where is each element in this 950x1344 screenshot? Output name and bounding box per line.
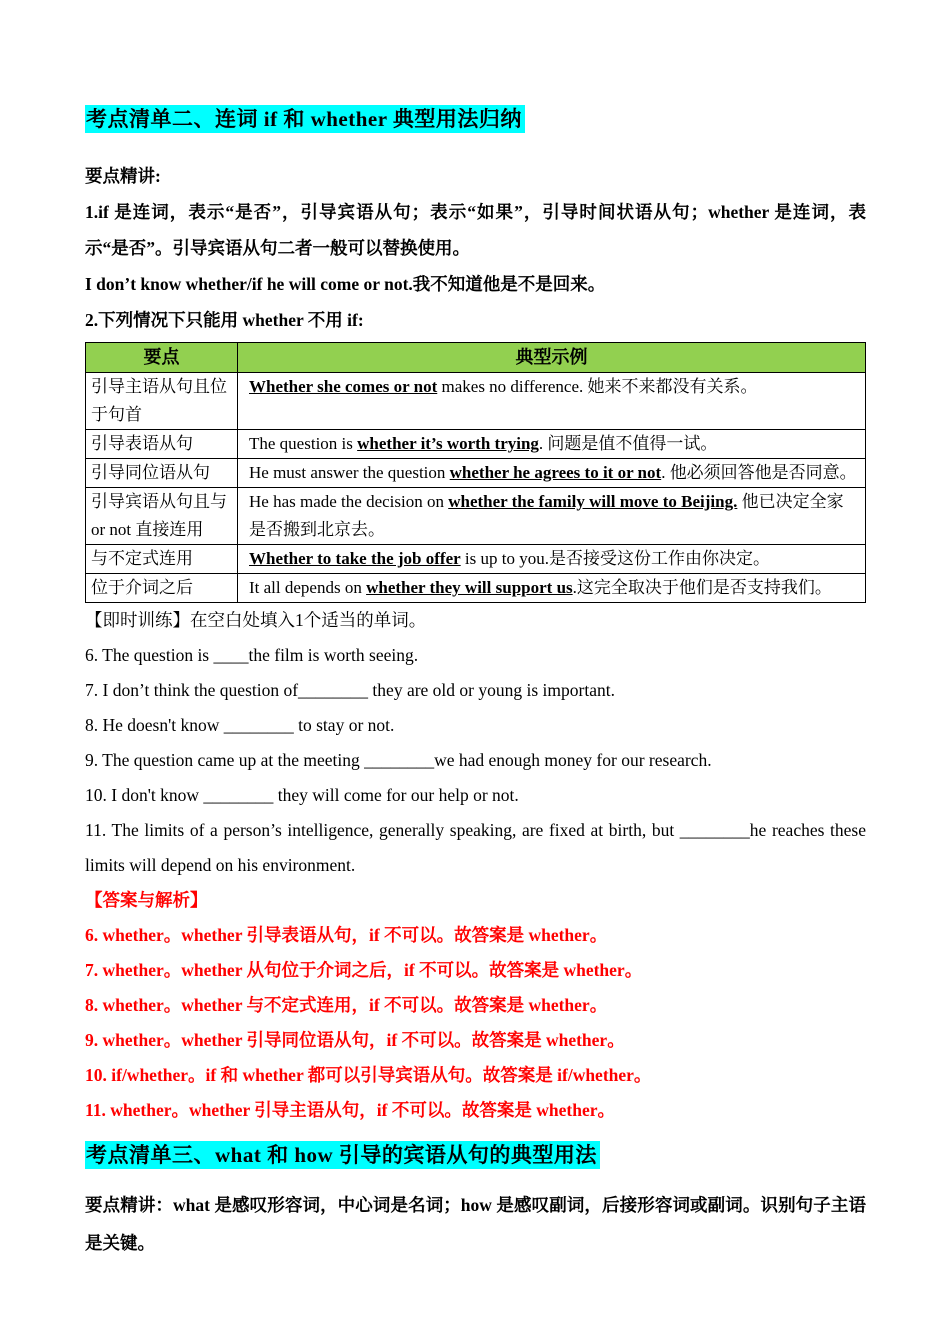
example-cell bbox=[238, 574, 866, 603]
answers-heading: 【答案与解析】 bbox=[85, 890, 208, 910]
example-rest: is up to you.是否接受这份工作由你决定。 bbox=[460, 549, 770, 568]
example-rest: makes no difference. 她来不来都没有关系。 bbox=[437, 377, 758, 396]
point-cell: 引导表语从句 bbox=[86, 430, 238, 459]
exercise-item: 8. He doesn't know ________ to stay or not. bbox=[85, 715, 395, 735]
rule1-example: I don’t know whether/if he will come or not.我不知道他是不是回来。 bbox=[85, 274, 606, 294]
table-header-row bbox=[86, 343, 866, 373]
point-cell: 位于介词之后 bbox=[86, 574, 238, 603]
example-cell bbox=[238, 430, 866, 459]
example-prefix: He must answer the question bbox=[249, 463, 450, 482]
example-rest: . 问题是值不值得一试。 bbox=[538, 434, 718, 453]
example-key-phrase: whether they will support us bbox=[366, 578, 573, 597]
example-rest: .这完全取决于他们是否支持我们。 bbox=[572, 578, 832, 597]
point-cell: 引导宾语从句且与 or not 直接连用 bbox=[86, 488, 238, 545]
training-label: 【即时训练】在空白处填入1个适当的单词。 bbox=[85, 610, 427, 630]
example-key-phrase: whether it’s worth trying bbox=[357, 434, 539, 453]
example-prefix: He has made the decision on bbox=[249, 492, 449, 511]
table-header-point: 要点 bbox=[86, 343, 238, 373]
section2-heading-highlight: 考点清单二、连词 if 和 whether 典型用法归纳 bbox=[85, 105, 525, 133]
point-cell: 与不定式连用 bbox=[86, 545, 238, 574]
example-cell bbox=[238, 373, 866, 430]
table-row bbox=[86, 373, 866, 430]
example-cell bbox=[238, 545, 866, 574]
example-prefix: It all depends on bbox=[249, 578, 367, 597]
example-prefix: The question is bbox=[249, 434, 358, 453]
exercise-item: 7. I don’t think the question of________ they are old or young is important. bbox=[85, 680, 615, 700]
example-cell bbox=[238, 488, 866, 545]
table-row bbox=[86, 574, 866, 603]
exercise-item: 9. The question came up at the meeting ________we had enough money for our research. bbox=[85, 750, 712, 770]
answer-item: 10. if/whether。if 和 whether 都可以引导宾语从句。故答案是 if/whether。 bbox=[85, 1065, 652, 1085]
answer-item: 9. whether。whether 引导同位语从句，if 不可以。故答案是 whether。 bbox=[85, 1030, 625, 1050]
answer-item: 7. whether。whether 从句位于介词之后，if 不可以。故答案是 whether。 bbox=[85, 960, 643, 980]
whether-usage-table bbox=[85, 342, 866, 603]
example-rest: . 他必须回答他是否同意。 bbox=[661, 463, 857, 482]
table-row bbox=[86, 459, 866, 488]
answer-item: 8. whether。whether 与不定式连用，if 不可以。故答案是 whether。 bbox=[85, 995, 608, 1015]
table-row bbox=[86, 430, 866, 459]
example-key-phrase: whether the family will move to Beijing. bbox=[448, 492, 738, 511]
exercise-item: 10. I don't know ________ they will come for our help or not. bbox=[85, 785, 519, 805]
rule1-paragraph: 1.if 是连词，表示“是否”，引导宾语从句；表示“如果”，引导时间状语从句；whether 是连词，表示“是否”。引导宾语从句二者一般可以替换使用。 bbox=[85, 202, 866, 258]
example-key-phrase: whether he agrees to it or not bbox=[449, 463, 662, 482]
section3-heading bbox=[85, 1140, 866, 1170]
table-row bbox=[86, 488, 866, 545]
table-header-example: 典型示例 bbox=[238, 343, 866, 373]
key-points-label: 要点精讲: bbox=[85, 166, 161, 186]
example-cell bbox=[238, 459, 866, 488]
example-key-phrase: Whether she comes or not bbox=[249, 377, 438, 396]
rule2-paragraph: 2.下列情况下只能用 whether 不用 if: bbox=[85, 310, 364, 330]
point-cell: 引导同位语从句 bbox=[86, 459, 238, 488]
section2-heading bbox=[85, 104, 866, 134]
section3-heading-highlight: 考点清单三、what 和 how 引导的宾语从句的典型用法 bbox=[85, 1141, 600, 1169]
table-row bbox=[86, 545, 866, 574]
exercise-item: 6. The question is ____the film is worth seeing. bbox=[85, 645, 419, 665]
answer-item: 6. whether。whether 引导表语从句，if 不可以。故答案是 whether。 bbox=[85, 925, 608, 945]
section3-body: 要点精讲：what 是感叹形容词，中心词是名词；how 是感叹副词，后接形容词或副词。识别句子主语是关键。 bbox=[85, 1195, 866, 1253]
example-key-phrase: Whether to take the job offer bbox=[249, 549, 461, 568]
answer-item: 11. whether。whether 引导主语从句，if 不可以。故答案是 whether。 bbox=[85, 1100, 615, 1120]
example-rest: 他已决定全家是否搬到北京去。 bbox=[249, 492, 844, 539]
point-cell: 引导主语从句且位于句首 bbox=[86, 373, 238, 430]
exercise-item: 11. The limits of a person’s intelligence, generally speaking, are fixed at birth, but ________he reaches these limits will depend on his environment. bbox=[85, 820, 866, 875]
